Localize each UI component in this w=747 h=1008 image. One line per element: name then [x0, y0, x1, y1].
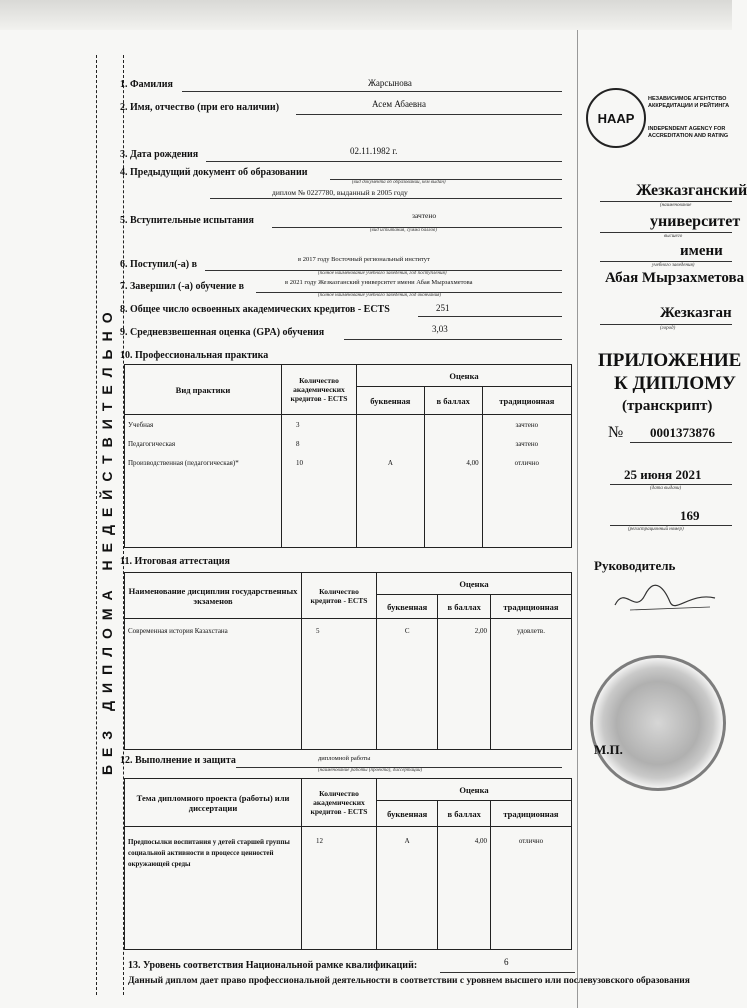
- naar-logo: [586, 88, 646, 148]
- surname-value: Жарсынова: [368, 78, 412, 88]
- number-prefix: №: [608, 424, 624, 441]
- attestation-trad: удовлетв.: [490, 619, 571, 750]
- table-row: [125, 415, 572, 548]
- practice-trad-3: отлично: [514, 459, 539, 468]
- appendix-title: ПРИЛОЖЕНИЕ: [598, 350, 742, 371]
- col-points: в баллах: [438, 595, 491, 619]
- underline: [440, 972, 575, 973]
- col-grade: Оценка: [357, 365, 572, 387]
- appendix-subtitle: К ДИПЛОМУ: [614, 373, 736, 394]
- practice-trad-2: зачтено: [515, 440, 539, 449]
- institution-line-4: Абая Мырзахметова: [605, 270, 745, 286]
- practice-letter-1: [360, 416, 421, 435]
- birth-label: 3. Дата рождения: [120, 149, 199, 160]
- underline: [600, 201, 732, 202]
- logo-line: INDEPENDENT AGENCY FOR: [648, 126, 726, 132]
- thesis-title: 12. Выполнение и защита: [120, 755, 236, 766]
- exams-note: (вид испытания, сумма баллов): [370, 228, 437, 233]
- vertical-warning: БЕЗ ДИПЛОМА НЕДЕЙСТВИТЕЛЬНО: [99, 304, 115, 776]
- birth-value: 02.11.1982 г.: [350, 146, 398, 156]
- underline: [600, 324, 732, 325]
- practice-trad-1: зачтено: [515, 421, 539, 430]
- underline: [344, 339, 562, 340]
- institution-line-3: имени: [680, 243, 723, 259]
- practice-credits-1: 3: [296, 421, 300, 430]
- appendix-number: 0001373876: [650, 425, 715, 440]
- line13-value: 6: [504, 957, 509, 967]
- enrolled-label: 6. Поступил(-а) в: [120, 259, 198, 270]
- col-credits: Количество академических кредитов - ECTS: [282, 365, 357, 415]
- underline: [600, 261, 732, 262]
- finished-note: (полное наименование учебного заведения, год окончания): [318, 293, 442, 298]
- line13-label: 13. Уровень соответствия Национальной рамке квалификаций:: [128, 960, 418, 971]
- attestation-name: Современная история Казахстана: [125, 619, 302, 750]
- city-value: Жезказган: [660, 305, 732, 321]
- issue-date: 25 июня 2021: [624, 467, 702, 482]
- city-note: (город): [660, 326, 676, 331]
- inst-note-1: (наименование: [660, 203, 692, 208]
- credits-value: 251: [436, 303, 450, 313]
- thesis-table: [124, 778, 572, 950]
- date-note: (дата выдачи): [650, 486, 682, 491]
- table-row: [125, 619, 572, 750]
- col-kind: Вид практики: [125, 365, 282, 415]
- border-line-left: [96, 55, 97, 995]
- reg-note: (регистрационный номер): [628, 527, 684, 532]
- col-trad: традиционная: [482, 387, 571, 415]
- practice-letter-3: A: [387, 459, 393, 468]
- surname-label: 1. Фамилия: [120, 79, 173, 90]
- underline: [296, 114, 562, 115]
- thesis-points: 4,00: [438, 827, 491, 950]
- col-grade: Оценка: [377, 779, 572, 801]
- practice-name-1: Учебная: [128, 421, 154, 430]
- logo-line: АККРЕДИТАЦИИ И РЕЙТИНГА: [648, 103, 730, 109]
- col-points: в баллах: [438, 801, 491, 827]
- attestation-letter: C: [377, 619, 438, 750]
- prev-doc-note: (вид документа об образовании, кем выдан): [352, 180, 446, 185]
- practice-credits-3: 10: [296, 459, 303, 468]
- underline: [210, 198, 562, 199]
- col-kind: Тема дипломного проекта (работы) или диссертации: [125, 779, 302, 827]
- underline: [206, 161, 562, 162]
- attestation-points: 2,00: [438, 619, 491, 750]
- col-credits: Количество академических кредитов - ECTS: [302, 779, 377, 827]
- logo-line: ACCREDITATION AND RATING: [648, 133, 729, 139]
- finished-label: 7. Завершил (-а) обучение в: [120, 281, 245, 292]
- logo-line: НЕЗАВИСИМОЕ АГЕНТСТВО: [648, 96, 727, 102]
- table-row: [125, 827, 572, 950]
- practice-name-2: Педагогическая: [128, 440, 176, 449]
- name-label: 2. Имя, отчество (при его наличии): [120, 102, 280, 113]
- underline: [600, 232, 732, 233]
- practice-points-1: [428, 416, 479, 435]
- practice-credits-2: 8: [296, 440, 300, 449]
- underline: [610, 484, 732, 485]
- col-trad: традиционная: [490, 801, 571, 827]
- name-value: Асем Абаевна: [372, 99, 426, 109]
- practice-points-2: [428, 435, 479, 454]
- col-credits: Количество кредитов - ECTS: [302, 573, 377, 619]
- practice-points-3: 4,00: [466, 459, 479, 468]
- thesis-letter: A: [377, 827, 438, 950]
- head-label: Руководитель: [594, 558, 676, 573]
- enrolled-value: в 2017 году Восточный региональный институт: [298, 256, 430, 263]
- reg-number: 169: [680, 508, 700, 523]
- col-points: в баллах: [424, 387, 482, 415]
- attestation-credits: 5: [302, 619, 377, 750]
- underline: [630, 442, 732, 443]
- thesis-trad: отлично: [490, 827, 571, 950]
- col-kind: Наименование дисциплин государственных экзаменов: [125, 573, 302, 619]
- practice-table: [124, 364, 572, 548]
- signature: [610, 580, 720, 620]
- line14-text: Данный диплом дает право профессиональной деятельности в соответствии с уровнем высшего или послевузовского образования: [128, 976, 690, 986]
- col-trad: традиционная: [490, 595, 571, 619]
- thesis-credits: 12: [302, 827, 377, 950]
- finished-value: в 2021 году Жезказганский университет имени Абая Мырзахметова: [285, 279, 473, 286]
- scan-shadow: [0, 0, 732, 30]
- col-grade: Оценка: [377, 573, 572, 595]
- underline: [182, 91, 562, 92]
- inst-note-3: учебного заведения): [652, 263, 695, 268]
- thesis-topic: Предпосылки воспитания у детей старшей группы социальной активности в процессе ценностей окружающей среды: [125, 827, 302, 950]
- thesis-note: (наименование работы (проекта), диссертации): [318, 768, 423, 773]
- logo-text: НААР: [597, 110, 635, 126]
- appendix-transcript: (транскрипт): [622, 398, 713, 414]
- underline: [610, 525, 732, 526]
- attestation-title: 11. Итоговая аттестация: [120, 556, 230, 567]
- col-letter: буквенная: [377, 595, 438, 619]
- practice-title: 10. Профессиональная практика: [120, 350, 269, 361]
- institution-line-2: университет: [650, 213, 741, 230]
- page-fold: [577, 30, 578, 1008]
- practice-letter-2: [360, 435, 421, 454]
- institution-line-1: Жезказганский: [636, 182, 747, 199]
- prev-doc-label: 4. Предыдущий документ об образовании: [120, 167, 308, 178]
- mp-label: М.П.: [594, 742, 623, 757]
- underline: [418, 316, 562, 317]
- prev-doc-value: диплом № 0227780, выданный в 2005 году: [272, 188, 408, 197]
- thesis-value: дипломной работы: [318, 755, 371, 762]
- inst-note-2: высшего: [664, 234, 683, 239]
- gpa-label: 9. Средневзвешенная оценка (GPA) обучения: [120, 327, 325, 338]
- gpa-value: 3,03: [432, 324, 448, 334]
- enrolled-note: (полное наименование учебного заведения, год поступления): [318, 271, 447, 276]
- official-stamp: [590, 655, 726, 791]
- col-letter: буквенная: [377, 801, 438, 827]
- attestation-table: [124, 572, 572, 750]
- credits-label: 8. Общее число освоенных академических кредитов - ECTS: [120, 304, 390, 315]
- col-letter: буквенная: [357, 387, 425, 415]
- practice-name-3: Производственная (педагогическая)*: [128, 459, 239, 468]
- exams-label: 5. Вступительные испытания: [120, 215, 254, 226]
- exams-value: зачтено: [412, 211, 437, 220]
